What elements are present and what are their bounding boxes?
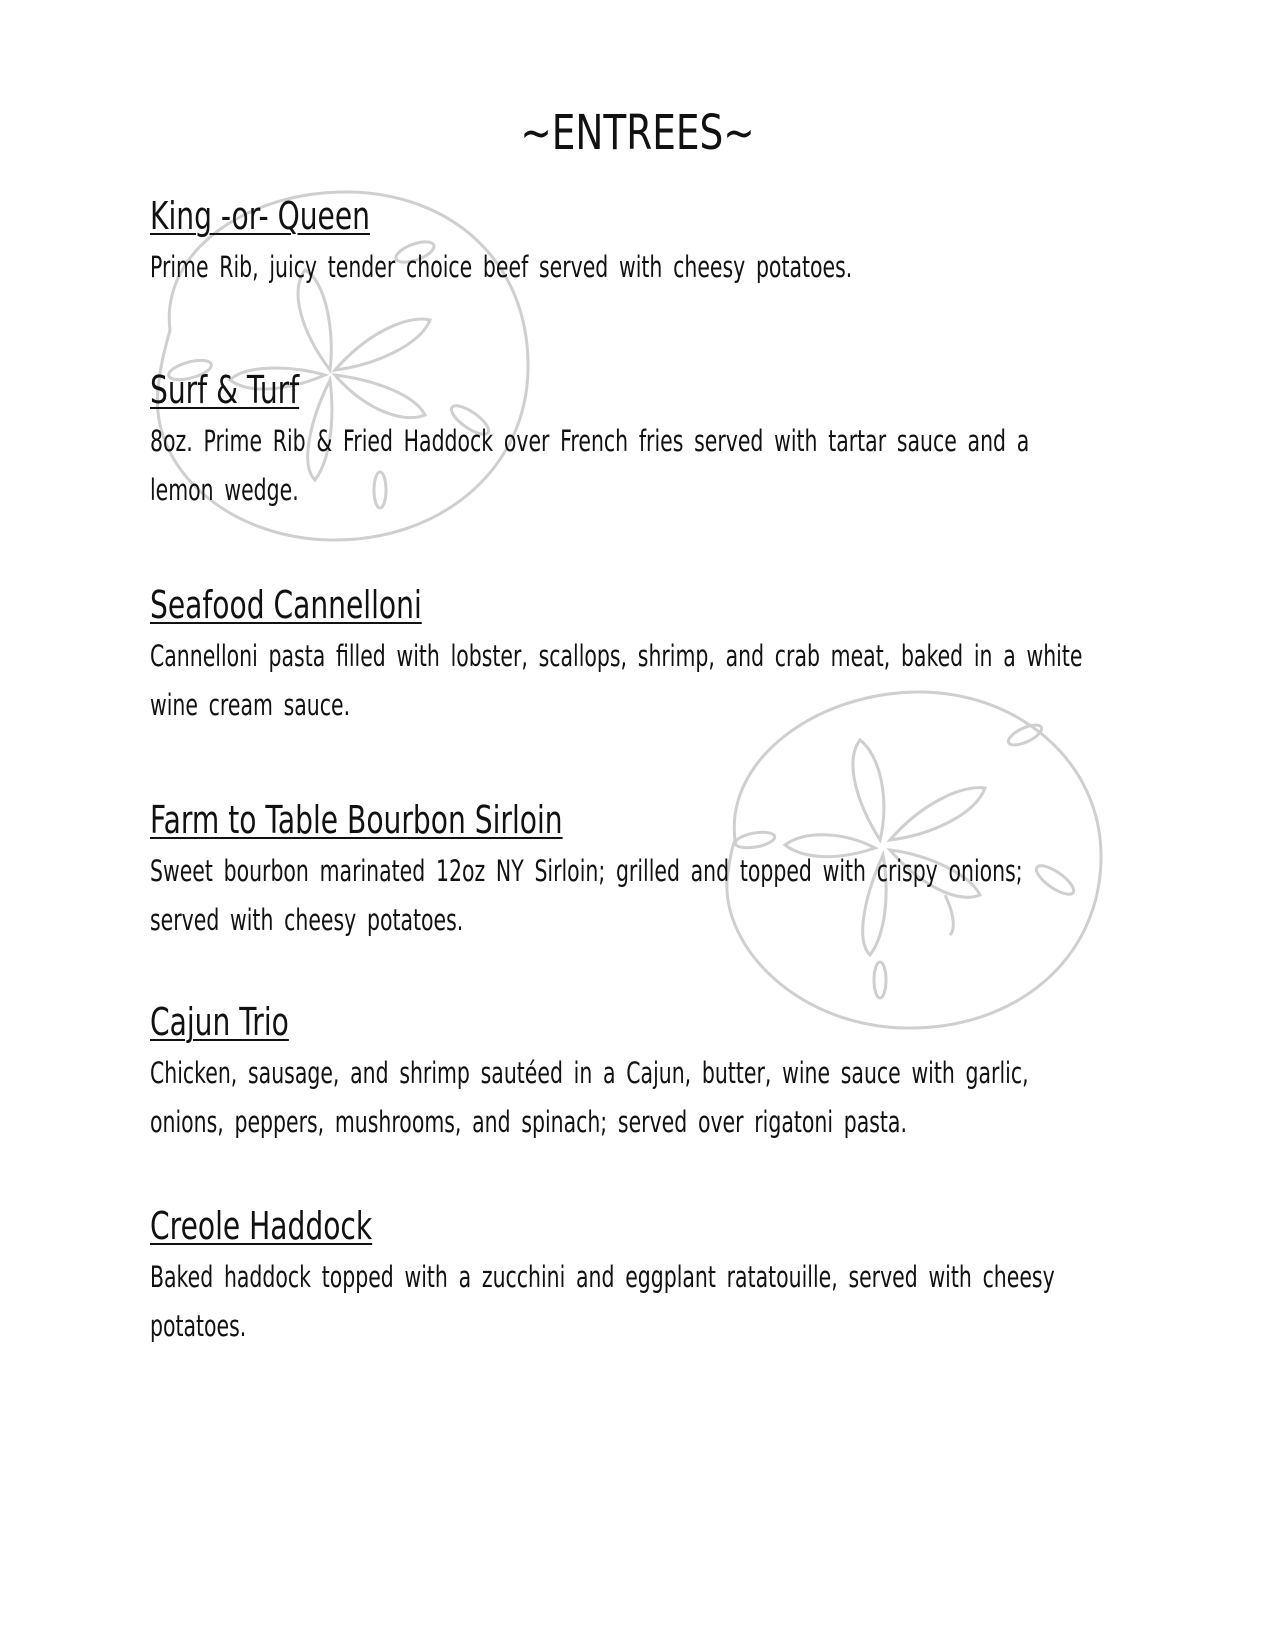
menu-item-name: King -or- Queen [150,194,370,238]
menu-item-description: Prime Rib, juicy tender choice beef served with cheesy potatoes. [150,250,853,284]
menu-item-description: Chicken, sausage, and shrimp sautéed in a Cajun, butter, wine sauce with garlic, onions, peppers, mushrooms, and spinach; served over rigatoni pasta. [150,1056,1029,1139]
menu-item-description: Cannelloni pasta filled with lobster, scallops, shrimp, and crab meat, baked in a white wine cream sauce. [150,639,1083,722]
menu-item-description: 8oz. Prime Rib & Fried Haddock over French fries served with tartar sauce and a lemon wedge. [150,424,1030,507]
menu-item-surf-and-turf [150,367,1140,515]
page-title: ~ENTREES~ [520,105,755,161]
menu-item-description: Sweet bourbon marinated 12oz NY Sirloin; grilled and topped with crispy onions; served with cheesy potatoes. [150,854,1023,937]
menu-item-description: Baked haddock topped with a zucchini and eggplant ratatouille, served with cheesy potatoes. [150,1260,1055,1343]
menu-item-name: Cajun Trio [150,1000,289,1044]
menu-item-cajun-trio [150,999,1140,1147]
menu-item-name: Surf & Turf [150,368,300,412]
menu-item-bourbon-sirloin [150,797,1140,945]
menu-item-creole-haddock [150,1203,1140,1351]
menu-item-name: Farm to Table Bourbon Sirloin [150,798,563,842]
menu-item-seafood-cannelloni [150,582,1140,730]
menu-item-king-or-queen [150,193,1140,292]
menu-item-name: Creole Haddock [150,1204,373,1248]
menu-item-name: Seafood Cannelloni [150,583,422,627]
